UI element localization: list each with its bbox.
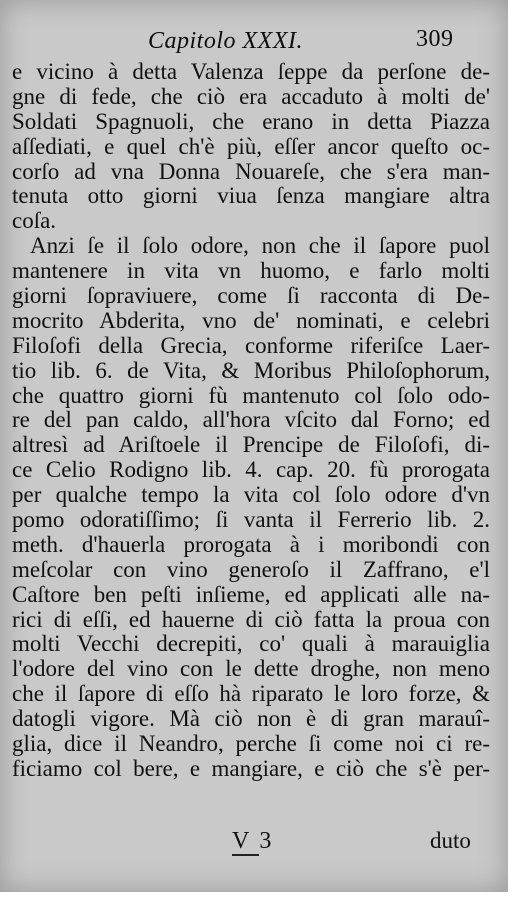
catchword: duto bbox=[430, 828, 471, 853]
text-line: molti Vecchi decrepiti, co' quali à marauiglia bbox=[12, 631, 490, 657]
text-line: Soldati Spagnuoli, che erano in detta Piazza bbox=[12, 108, 490, 134]
text-line: pomo odoratiſſimo; ſi vanta il Ferrerio lib. 2. bbox=[12, 507, 490, 533]
text-line: Filoſofi della Grecia, conforme riferiſce Laer- bbox=[12, 332, 490, 358]
text-line: altresì ad Ariſtoele il Prencipe de Filoſofi, di- bbox=[12, 432, 490, 458]
text-line: coſa. bbox=[12, 208, 57, 234]
text-line: tenuta otto giorni viua ſenza mangiare altra bbox=[12, 183, 490, 209]
text-line: mocrito Abderita, vno de' nominati, e celebri bbox=[12, 307, 490, 333]
text-line: glia, dice il Neandro, perche ſi come noi ci re- bbox=[12, 731, 490, 757]
text-line: mantenere in vita vn huomo, e farlo molti bbox=[12, 258, 490, 284]
text-line: giorni ſopraviuere, come ſi racconta di De- bbox=[12, 283, 490, 309]
text-line: Caſtore ben peſti inſieme, ed applicati alle na- bbox=[12, 581, 490, 607]
text-line: meth. d'hauerla prorogata à i moribondi con bbox=[12, 531, 490, 557]
text-line: e vicino à detta Valenza ſeppe da perſone de- bbox=[12, 59, 490, 84]
signature-letter: V bbox=[232, 828, 260, 854]
body-text bbox=[12, 60, 490, 782]
text-line: meſcolar con vino generoſo il Zaffrano, e'l bbox=[12, 556, 490, 582]
text-line: aſſediati, e quel ch'è più, eſſer ancor queſto oc- bbox=[12, 133, 490, 159]
text-line: corſo ad vna Donna Nouareſe, che s'era man- bbox=[12, 158, 490, 184]
text-line: Anzi ſe il ſolo odore, non che il ſapore puol bbox=[30, 233, 490, 259]
running-title: Capitolo XXXI. bbox=[148, 28, 303, 54]
page-header bbox=[0, 20, 518, 56]
text-line: per qualche tempo la vita col ſolo odore d'vn bbox=[12, 482, 490, 508]
signature-number: 3 bbox=[259, 828, 282, 854]
text-line: re del pan caldo, all'hora vſcito dal Forno; ed bbox=[12, 407, 490, 433]
text-line: rici di eſſi, ed hauerne di ciò fatta la proua con bbox=[12, 606, 490, 632]
page-footer bbox=[0, 828, 518, 868]
text-line: gne di fede, che ciò era accaduto à molti de' bbox=[12, 83, 490, 109]
text-line: che quattro giorni fù mantenuto col ſolo odo- bbox=[12, 382, 490, 408]
text-line: tio lib. 6. de Vita, & Moribus Philoſophorum, bbox=[12, 357, 490, 383]
text-line: ficiamo col bere, e mangiare, e ciò che s'è per- bbox=[12, 755, 490, 781]
text-line: l'odore del vino con le dette droghe, non meno bbox=[12, 656, 490, 682]
signature-mark bbox=[232, 828, 281, 855]
page-number: 309 bbox=[416, 26, 454, 52]
text-line: ce Celio Rodigno lib. 4. cap. 20. fù prorogata bbox=[12, 457, 490, 483]
text-line: datogli vigore. Mà ciò non è di gran marauî- bbox=[12, 706, 490, 732]
text-line: che il ſapore di eſſo hà riparato le loro forze, & bbox=[12, 681, 490, 707]
